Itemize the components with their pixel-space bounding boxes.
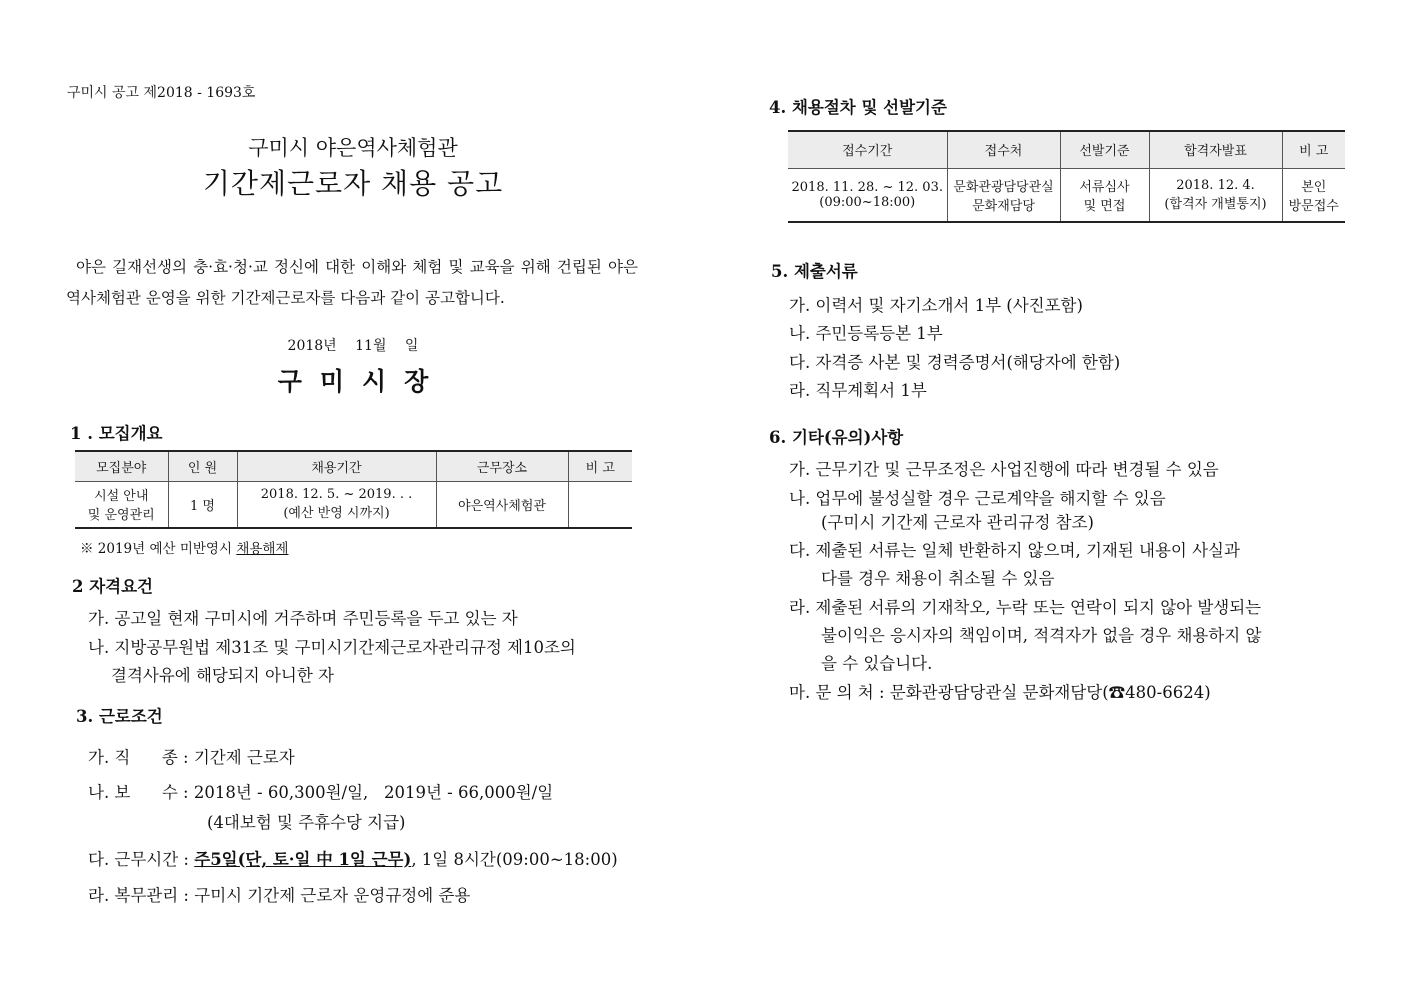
header-cell: 합격자발표 — [1149, 131, 1282, 168]
note-cell — [1282, 168, 1345, 222]
condition-label: 가. 직 종 : — [88, 748, 189, 767]
list-item: 가. 이력서 및 자기소개서 1부 (사진포함) — [789, 296, 1083, 315]
list-item: 나. 주민등록등본 1부 — [789, 324, 943, 343]
list-item: 가. 근무기간 및 근무조정은 사업진행에 따라 변경될 수 있음 — [789, 460, 1219, 479]
section6-heading: 6. 기타(유의)사항 — [769, 428, 904, 447]
page-title: 기간제근로자 채용 공고 — [202, 167, 504, 200]
list-item: 라. 직무계획서 1부 — [789, 381, 927, 400]
recruitment-table — [75, 450, 632, 529]
header-cell: 근무장소 — [436, 451, 568, 481]
table-header-row — [788, 131, 1345, 168]
announce-line: 2018. 12. 4. — [1176, 177, 1255, 193]
hours-emphasis: 주5일(단, 토·일 中 1일 근무) — [194, 850, 412, 869]
list-item-continuation: 결격사유에 해당되지 아니한 자 — [111, 666, 334, 685]
notice-number: 구미시 공고 제2018 - 1693호 — [67, 85, 256, 101]
criteria-cell — [1060, 168, 1149, 222]
count-cell: 1 명 — [168, 481, 237, 528]
list-item: 나. 업무에 불성실할 경우 근로계약을 해지할 수 있음 — [789, 489, 1166, 508]
pay-note: (4대보험 및 주휴수당 지급) — [207, 813, 406, 832]
criteria-line: 및 면접 — [1083, 198, 1126, 214]
intro-paragraph: 야은 길재선생의 충·효·청·교 정신에 대한 이해와 체험 및 교육을 위해 건립된 야은역사체험관 운영을 위한 기간제근로자를 다음과 같이 공고합니다. — [66, 258, 638, 307]
header-cell: 선발기준 — [1060, 131, 1149, 168]
period-hours: (09:00~18:00) — [819, 194, 916, 210]
office-line: 문화관광담당관실 — [953, 179, 1054, 195]
footnote — [80, 537, 288, 557]
list-item-continuation: 다를 경우 채용이 취소될 수 있음 — [821, 569, 1055, 588]
condition-value: , 1일 8시간(09:00~18:00) — [411, 850, 618, 869]
announce-line: (합격자 개별통지) — [1164, 196, 1267, 212]
period-line: 2018. 11. 28. ~ 12. 03. — [791, 179, 943, 195]
field-cell — [75, 481, 168, 528]
list-item: 다. 자격증 사본 및 경력증명서(해당자에 한함) — [789, 353, 1121, 372]
procedure-table — [788, 130, 1345, 223]
table-row — [788, 168, 1345, 222]
period-line: 2018. 12. 5. ~ 2019. . . — [260, 487, 413, 503]
condition-value: 구미시 기간제 근로자 운영규정에 준용 — [194, 886, 471, 905]
condition-pay — [88, 779, 553, 803]
note-cell — [568, 481, 632, 528]
footnote-emphasis: 채용해제 — [236, 541, 289, 557]
footnote-text: ※ 2019년 예산 미반영시 — [80, 541, 237, 557]
list-item: 나. 지방공무원법 제31조 및 구미시기간제근로자관리규정 제10조의 — [88, 638, 576, 657]
table-row — [75, 481, 632, 528]
section5-heading: 5. 제출서류 — [771, 262, 858, 281]
condition-hours — [88, 846, 618, 870]
criteria-line: 서류심사 — [1079, 179, 1130, 195]
table-header-row — [75, 451, 632, 481]
condition-label: 나. 보 수 : — [88, 783, 189, 802]
list-item: 가. 공고일 현재 구미시에 거주하며 주민등록을 두고 있는 자 — [88, 609, 518, 628]
notice-date: 2018년 11월 일 — [287, 338, 419, 354]
period-cell — [237, 481, 436, 528]
header-cell: 인 원 — [168, 451, 237, 481]
section1-heading: 1 . 모집개요 — [70, 424, 163, 443]
issuer: 구미시장 — [277, 367, 447, 396]
list-item-continuation: 불이익은 응시자의 책임이며, 적격자가 없을 경우 채용하지 않 — [821, 626, 1262, 645]
condition-value: 기간제 근로자 — [193, 748, 295, 767]
condition-label: 라. 복무관리 : — [88, 886, 189, 905]
office-line: 문화재담당 — [972, 198, 1035, 214]
header-cell: 비 고 — [1282, 131, 1345, 168]
condition-value: 2018년 - 60,300원/일, 2019년 - 66,000원/일 — [193, 783, 554, 802]
section4-heading: 4. 채용절차 및 선발기준 — [769, 98, 947, 117]
org-title: 구미시 야은역사체험관 — [248, 136, 458, 160]
header-cell: 모집분야 — [75, 451, 168, 481]
list-item: 다. 제출된 서류는 일체 반환하지 않으며, 기재된 내용이 사실과 — [789, 541, 1240, 560]
list-item: 마. 문 의 처 : 문화관광담당관실 문화재담당(☎480-6624) — [789, 683, 1211, 702]
period-note: (예산 반영 시까지) — [283, 506, 390, 522]
condition-job — [88, 744, 295, 768]
note-line: 본인 — [1301, 179, 1327, 195]
period-cell — [788, 168, 947, 222]
note-line: 방문접수 — [1288, 198, 1339, 214]
section3-heading: 3. 근로조건 — [76, 707, 163, 726]
field-line: 및 운영관리 — [87, 508, 155, 524]
office-cell — [947, 168, 1060, 222]
header-cell: 접수기간 — [788, 131, 947, 168]
list-item-continuation: 을 수 있습니다. — [821, 654, 933, 673]
header-cell: 비 고 — [568, 451, 632, 481]
list-item-continuation: (구미시 기간제 근로자 관리규정 참조) — [821, 513, 1094, 532]
place-cell: 야은역사체험관 — [436, 481, 568, 528]
announce-cell — [1149, 168, 1282, 222]
section2-heading: 2 자격요건 — [72, 577, 153, 596]
field-line: 시설 안내 — [94, 489, 149, 505]
condition-label: 다. 근무시간 : — [88, 850, 189, 869]
header-cell: 접수처 — [947, 131, 1060, 168]
list-item: 라. 제출된 서류의 기재착오, 누락 또는 연락이 되지 않아 발생되는 — [789, 598, 1262, 617]
header-cell: 채용기간 — [237, 451, 436, 481]
condition-management — [88, 882, 470, 906]
